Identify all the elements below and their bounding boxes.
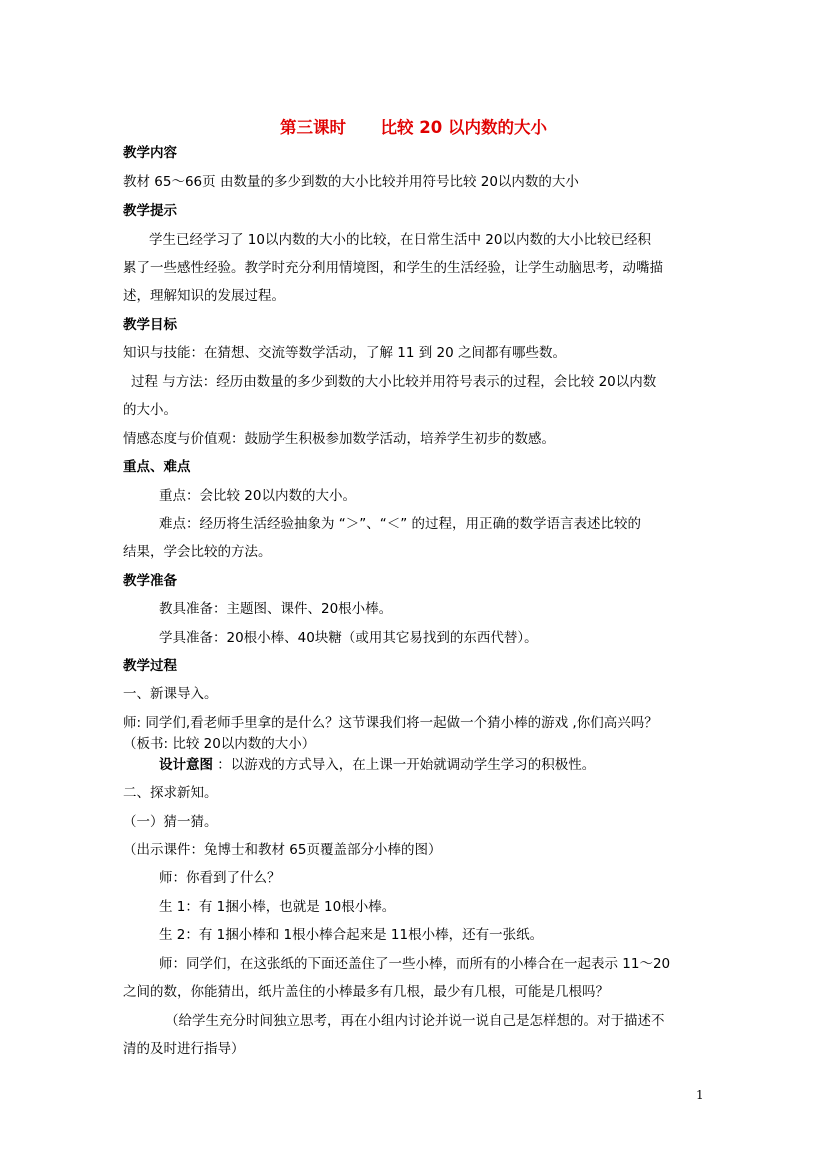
text-line: （板书: 比较 20以内数的大小） <box>123 736 316 752</box>
text-line: 情感态度与价值观：鼓励学生积极参加数学活动，培养学生初步的数感。 <box>123 431 555 447</box>
heading-key-points: 重点、难点 <box>123 459 191 475</box>
design-intent-line <box>159 756 595 774</box>
text-line: 教材 65～66页 由数量的多少到数的大小比较并用符号比较 20以内数的大小 <box>123 174 579 190</box>
text-line: （一）猜一猜。 <box>123 814 218 830</box>
text-line: 生 1：有 1捆小棒，也就是 10根小棒。 <box>159 899 396 915</box>
text-line: 教具准备：主题图、课件、20根小棒。 <box>159 601 393 617</box>
page-number: 1 <box>696 1088 704 1102</box>
text-line: 师: 同学们,看老师手里拿的是什么？这节课我们将一起做一个猜小棒的游戏 ,你们高兴吗？ <box>123 715 658 731</box>
text-line: 累了一些感性经验。教学时充分利用情境图，和学生的生活经验，让学生动脑思考，动嘴描 <box>123 260 663 276</box>
text-line: 述，理解知识的发展过程。 <box>123 288 285 304</box>
heading-preparation: 教学准备 <box>123 573 177 589</box>
heading-process: 教学过程 <box>123 658 177 674</box>
text-line: 重点：会比较 20以内数的大小。 <box>159 488 356 504</box>
text-line: 之间的数，你能猜出，纸片盖住的小棒最多有几根，最少有几根，可能是几根吗？ <box>123 984 609 1000</box>
text-line: 一、新课导入。 <box>123 686 218 702</box>
text-line: 知识与技能：在猜想、交流等数学活动，了解 11 到 20 之间都有哪些数。 <box>123 345 567 361</box>
design-intent-label: 设计意图 <box>159 757 213 773</box>
heading-content: 教学内容 <box>123 145 177 161</box>
text-line: （给学生充分时间独立思考，再在小组内讨论并说一说自己是怎样想的。对于描述不 <box>165 1013 665 1029</box>
text-line: 学生已经学习了 10以内数的大小的比较，在日常生活中 20以内数的大小比较已经积 <box>149 232 651 248</box>
text-line: 结果，学会比较的方法。 <box>123 544 272 560</box>
lesson-title: 第三课时 比较 20 以内数的大小 <box>280 118 547 137</box>
text-line: 过程 与方法：经历由数量的多少到数的大小比较并用符号表示的过程，会比较 20以内数 <box>131 374 657 390</box>
text-line: 学具准备：20根小棒、40块糖（或用其它易找到的东西代替）。 <box>159 630 538 646</box>
heading-hints: 教学提示 <box>123 203 177 219</box>
text-line: 师：同学们，在这张纸的下面还盖住了一些小棒，而所有的小棒合在一起表示 11～20 <box>159 956 671 972</box>
text-line: 的大小。 <box>123 402 177 418</box>
text-line: 难点：经历将生活经验抽象为 “＞”、“＜” 的过程，用正确的数学语言表述比较的 <box>159 516 642 532</box>
text-line: （出示课件：兔博士和教材 65页覆盖部分小棒的图） <box>123 842 442 858</box>
text-line: 师：你看到了什么？ <box>159 870 281 886</box>
design-intent-text: ：以游戏的方式导入，在上课一开始就调动学生学习的积极性。 <box>217 757 596 773</box>
text-line: 二、探求新知。 <box>123 785 218 801</box>
text-line: 清的及时进行指导） <box>123 1041 245 1057</box>
heading-goals: 教学目标 <box>123 317 177 333</box>
text-line: 生 2：有 1捆小棒和 1根小棒合起来是 11根小棒，还有一张纸。 <box>159 927 544 943</box>
